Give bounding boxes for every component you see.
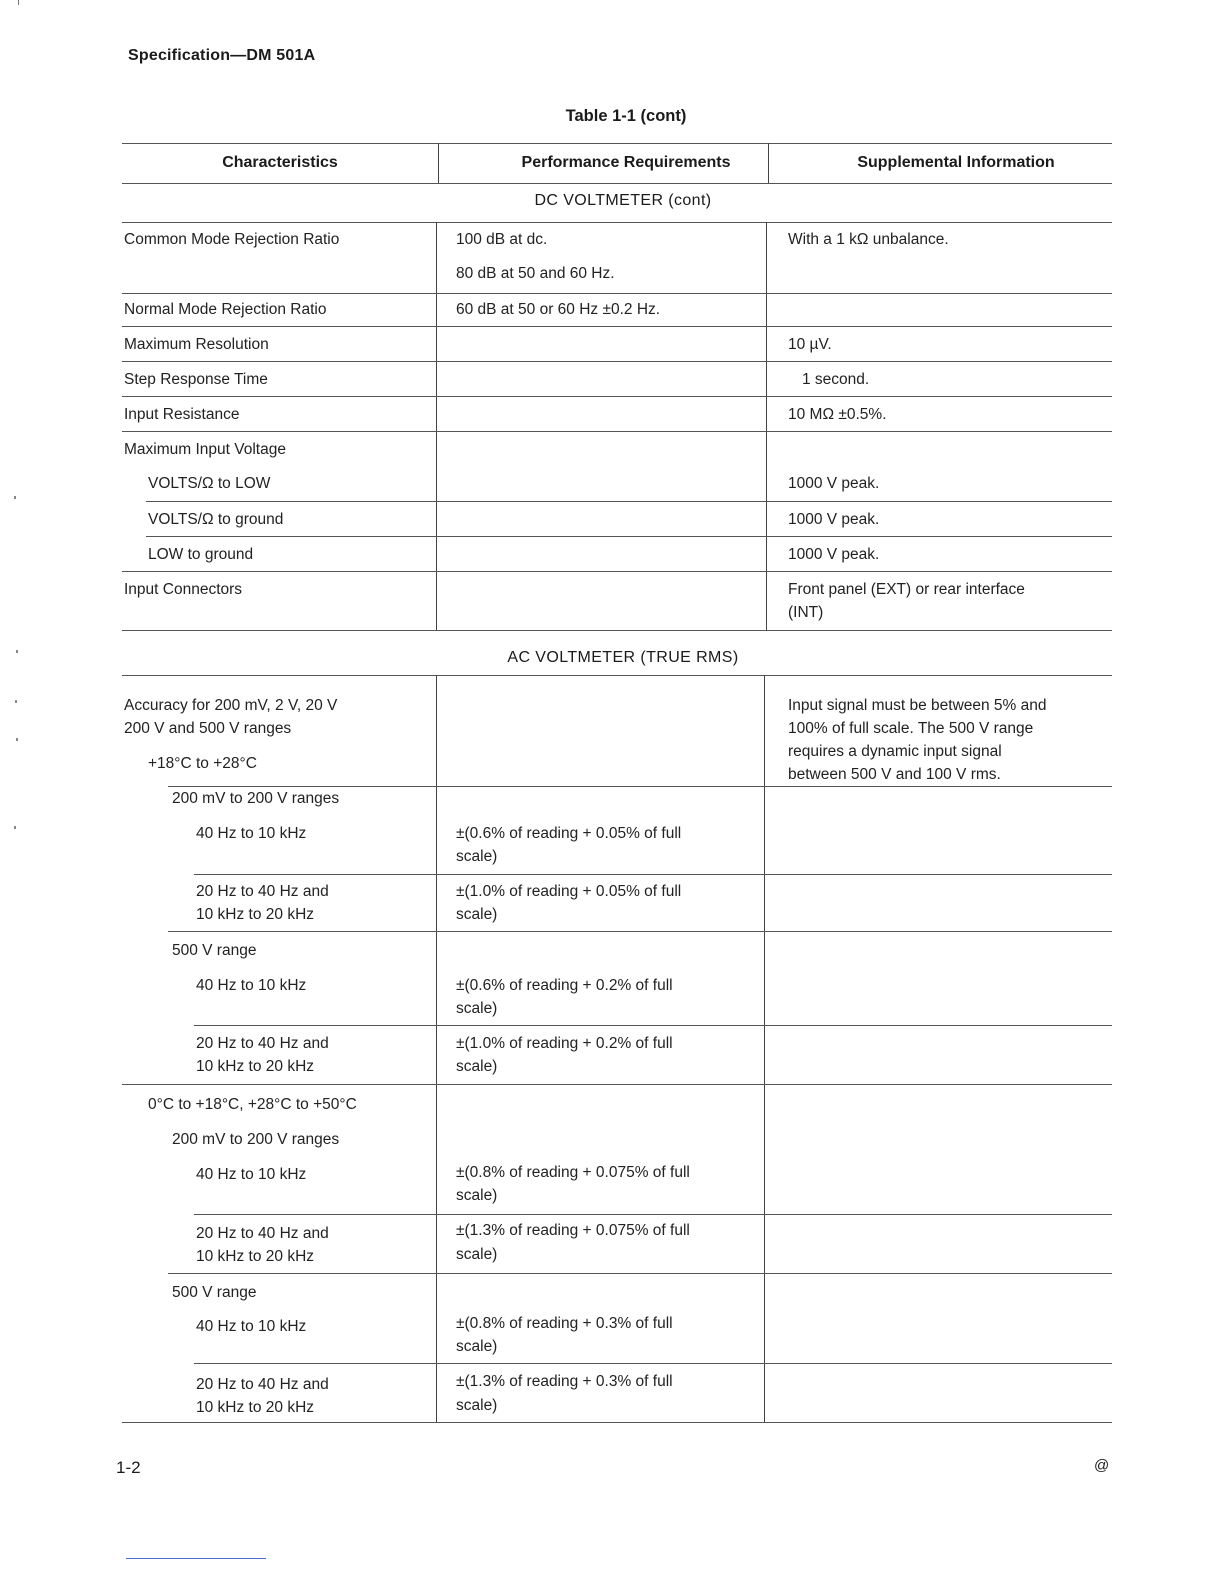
row-rule	[122, 396, 1112, 397]
frequency-band: 20 Hz to 40 Hz and	[196, 1376, 329, 1393]
frequency-band: 20 Hz to 40 Hz and	[196, 1035, 329, 1052]
range-group-label: 200 mV to 200 V ranges	[172, 790, 340, 807]
accuracy-spec-cont: scale)	[456, 1338, 498, 1355]
accuracy-spec-cont: scale)	[456, 1058, 498, 1075]
characteristic-max-resolution: Maximum Resolution	[124, 336, 269, 353]
page-header-title: Specification—DM 501A	[128, 47, 316, 64]
frequency-band: 40 Hz to 10 kHz	[196, 977, 307, 994]
row-rule	[122, 326, 1112, 327]
row-rule	[168, 1273, 1112, 1274]
frequency-band: 40 Hz to 10 kHz	[196, 1318, 307, 1335]
accuracy-spec: ±(1.0% of reading + 0.2% of full	[456, 1035, 673, 1052]
supplemental-ac-accuracy: Input signal must be between 5% and	[788, 697, 1047, 714]
temp-range-label: +18°C to +28°C	[148, 755, 257, 772]
supplemental-max-resolution: 10 µV.	[788, 336, 832, 353]
footer-link-line	[126, 1558, 266, 1559]
row-rule	[146, 536, 1112, 537]
row-rule	[122, 1084, 1112, 1085]
scan-artifact-mark	[14, 826, 16, 829]
row-rule	[122, 293, 1112, 294]
accuracy-spec-cont: scale)	[456, 848, 498, 865]
characteristic-step-response: Step Response Time	[124, 371, 268, 388]
frequency-band: 40 Hz to 10 kHz	[196, 825, 307, 842]
page-number: 1-2	[116, 1458, 141, 1477]
frequency-band-cont: 10 kHz to 20 kHz	[196, 1248, 315, 1265]
row-rule	[122, 222, 1112, 223]
accuracy-spec: ±(0.8% of reading + 0.075% of full	[456, 1164, 690, 1181]
characteristic-cmrr: Common Mode Rejection Ratio	[124, 231, 340, 248]
row-rule	[194, 1214, 1112, 1215]
supplemental-input-connectors: Front panel (EXT) or rear interface	[788, 581, 1025, 598]
supplemental-input-resistance: 10 MΩ ±0.5%.	[788, 406, 887, 423]
row-rule	[168, 931, 1112, 932]
characteristic-ac-accuracy-cont: 200 V and 500 V ranges	[124, 720, 292, 737]
accuracy-spec-cont: scale)	[456, 1187, 498, 1204]
frequency-band: 20 Hz to 40 Hz and	[196, 1225, 329, 1242]
section-title-ac-voltmeter: AC VOLTMETER (TRUE RMS)	[507, 649, 739, 666]
accuracy-spec-cont: scale)	[456, 1246, 498, 1263]
characteristic-max-input-voltage: Maximum Input Voltage	[124, 441, 286, 458]
supplemental-cmrr: With a 1 kΩ unbalance.	[788, 231, 949, 248]
accuracy-spec: ±(1.3% of reading + 0.075% of full	[456, 1222, 690, 1239]
supplemental-step-response: 1 second.	[802, 371, 870, 388]
supplemental-low-to-ground: 1000 V peak.	[788, 546, 880, 563]
column-header-supplemental: Supplemental Information	[857, 154, 1055, 171]
supplemental-ac-accuracy: 100% of full scale. The 500 V range	[788, 720, 1034, 737]
accuracy-spec-cont: scale)	[456, 1000, 498, 1017]
section-title-dc-voltmeter: DC VOLTMETER (cont)	[534, 192, 712, 209]
characteristic-ac-accuracy: Accuracy for 200 mV, 2 V, 20 V	[124, 697, 338, 714]
performance-cmrr-ac: 80 dB at 50 and 60 Hz.	[456, 265, 615, 282]
table-header-rule	[122, 183, 1112, 184]
accuracy-spec: ±(1.3% of reading + 0.3% of full	[456, 1373, 673, 1390]
characteristic-nmrr: Normal Mode Rejection Ratio	[124, 301, 327, 318]
accuracy-spec: ±(1.0% of reading + 0.05% of full	[456, 883, 682, 900]
supplemental-ac-accuracy: requires a dynamic input signal	[788, 743, 1002, 760]
supplemental-volts-to-ground: 1000 V peak.	[788, 511, 880, 528]
scan-artifact-mark	[15, 700, 17, 703]
table-bottom-rule	[122, 1422, 1112, 1423]
row-rule	[146, 501, 1112, 502]
temp-range-label: 0°C to +18°C, +28°C to +50°C	[148, 1096, 357, 1113]
performance-cmrr-dc: 100 dB at dc.	[456, 231, 548, 248]
accuracy-spec: ±(0.6% of reading + 0.05% of full	[456, 825, 682, 842]
supplemental-ac-accuracy: between 500 V and 100 V rms.	[788, 766, 1001, 783]
frequency-band-cont: 10 kHz to 20 kHz	[196, 906, 315, 923]
range-group-label: 500 V range	[172, 942, 257, 959]
scan-artifact-mark	[16, 738, 18, 741]
characteristic-low-to-ground: LOW to ground	[148, 546, 254, 563]
performance-nmrr: 60 dB at 50 or 60 Hz ±0.2 Hz.	[456, 301, 661, 318]
table-top-rule	[122, 143, 1112, 144]
frequency-band: 20 Hz to 40 Hz and	[196, 883, 329, 900]
row-rule	[194, 1363, 1112, 1364]
section-rule	[122, 630, 1112, 631]
range-group-label: 200 mV to 200 V ranges	[172, 1131, 340, 1148]
accuracy-spec: ±(0.8% of reading + 0.3% of full	[456, 1315, 673, 1332]
row-rule	[122, 675, 1112, 676]
row-rule	[122, 431, 1112, 432]
characteristic-volts-to-low: VOLTS/Ω to LOW	[148, 475, 271, 492]
characteristic-input-resistance: Input Resistance	[124, 406, 240, 423]
row-rule	[122, 571, 1112, 572]
table-caption: Table 1-1 (cont)	[565, 107, 687, 125]
scan-artifact-mark	[16, 650, 18, 653]
frequency-band-cont: 10 kHz to 20 kHz	[196, 1058, 315, 1075]
column-header-performance: Performance Requirements	[521, 154, 731, 171]
supplemental-volts-to-low: 1000 V peak.	[788, 475, 880, 492]
corner-mark: @	[1094, 1457, 1110, 1474]
frequency-band-cont: 10 kHz to 20 kHz	[196, 1399, 315, 1416]
row-rule	[194, 874, 1112, 875]
column-header-characteristics: Characteristics	[222, 154, 338, 171]
scan-artifact-tick	[18, 0, 19, 5]
range-group-label: 500 V range	[172, 1284, 257, 1301]
frequency-band: 40 Hz to 10 kHz	[196, 1166, 307, 1183]
accuracy-spec: ±(0.6% of reading + 0.2% of full	[456, 977, 673, 994]
column-divider	[436, 675, 437, 1423]
accuracy-spec-cont: scale)	[456, 906, 498, 923]
supplemental-input-connectors-cont: (INT)	[788, 604, 824, 621]
characteristic-input-connectors: Input Connectors	[124, 581, 243, 598]
column-divider	[764, 675, 765, 1423]
column-divider	[436, 222, 437, 630]
row-rule	[122, 361, 1112, 362]
row-rule	[194, 1025, 1112, 1026]
column-divider	[766, 222, 767, 630]
accuracy-spec-cont: scale)	[456, 1397, 498, 1414]
scan-artifact-mark	[14, 496, 16, 499]
characteristic-volts-to-ground: VOLTS/Ω to ground	[148, 511, 284, 528]
